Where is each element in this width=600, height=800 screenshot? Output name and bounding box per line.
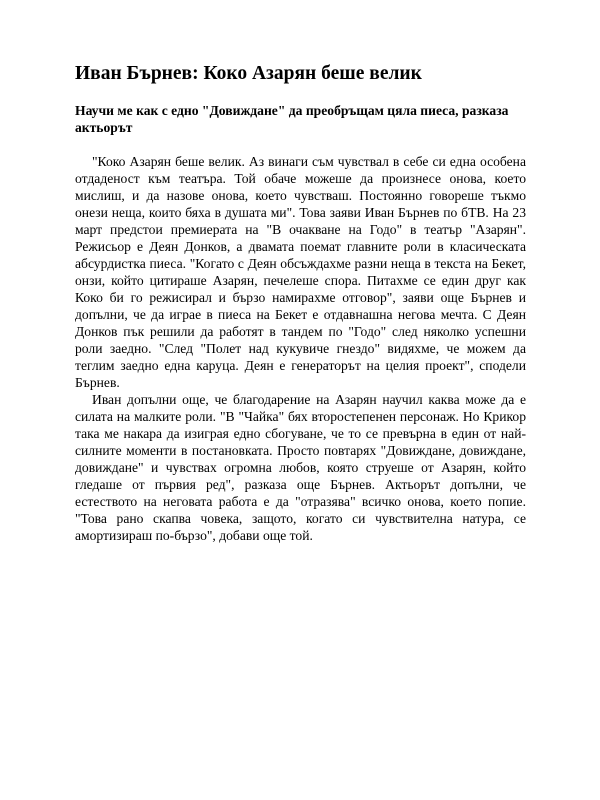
article-subtitle: Научи ме как с едно "Довиждане" да преобръщам цяла пиеса, разказа актьорът bbox=[75, 103, 509, 135]
article-body bbox=[75, 153, 526, 544]
article-paragraph: Иван допълни още, че благодарение на Азарян научил каква може да е силата на малките роли. "В "Чайка" бях второстепенен персонаж. Но Крикор така ме накара да изиграя едно сбогуване, че то се превърна в един от най-силните моменти в постановката. Просто повтарях "Довиждане, довиждане, довиждане" и чувствах огромна любов, която струеше от Азарян, който гледаше от първия ред", разказа още Бърнев. Актьорът допълни, че естеството на неговата работа е да "отразява" всичко онова, което попие. "Това рано скапва човека, защото, когато си чувствителна натура, се амортизираш по-бързо", добави още той. bbox=[75, 392, 526, 543]
article-title: Иван Бърнев: Коко Азарян беше велик bbox=[75, 63, 422, 84]
article-paragraph: "Коко Азарян беше велик. Аз винаги съм чувствал в себе си една особена отдаденост към театъра. Той обаче можеше да произнесе онова, което мислиш, и да назове онова, което чувстваш. Постоянно говореше тъкмо онези неща, които бяха в душата ми". Това заяви Иван Бърнев по бТВ. На 23 март предстои премиерата на "В очакване на Годо" в театър "Азарян". Режисьор е Деян Донков, а двамата поемат главните роли в класическата абсурдистка пиеса. "Когато с Деян обсъждахме разни неща в текста на Бекет, онзи, който цитираше Азарян, печелеше спора. Питахме се един друг как Коко би го режисирал и бързо намирахме отговор", заяви още Бърнев и допълни, че да играе в пиеса на Бекет е отдавнашна негова мечта. С Деян Донков пък решили да работят в тандем по "Годо" след няколко успешни роли заедно. "След "Полет над кукувиче гнездо" видяхме, че можем да теглим заедно една каруца. Деян е генераторът на целия проект", сподели Бърнев. bbox=[75, 154, 526, 390]
